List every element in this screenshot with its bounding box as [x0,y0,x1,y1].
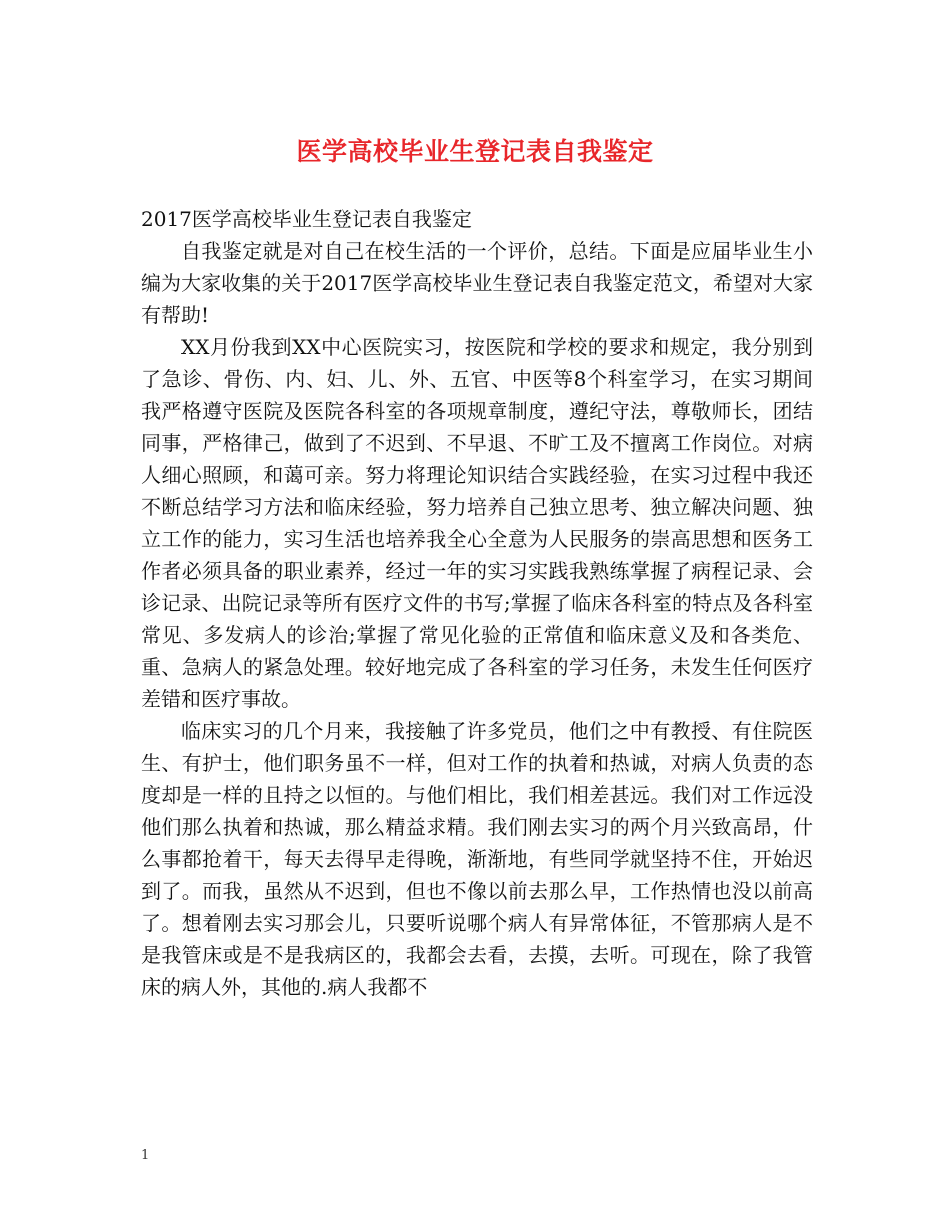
document-subtitle: 2017医学高校毕业生登记表自我鉴定 [141,207,472,231]
document-body [141,203,813,1003]
page-number: 1 [141,1148,150,1163]
paragraph-internship: XX月份我到XX中心医院实习，按医院和学校的要求和规定，我分别到了急诊、骨伤、内、妇、儿、外、五官、中医等8个科室学习，在实习期间我严格遵守医院及医院各科室的各项规章制度，遵纪守法，尊敬师长，团结同事，严格律己，做到了不迟到、不早退、不旷工及不擅离工作岗位。对病人细心照顾，和蔼可亲。努力将理论知识结合实践经验，在实习过程中我还不断总结学习方法和临床经验，努力培养自己独立思考、独立解决问题、独立工作的能力，实习生活也培养我全心全意为人民服务的崇高思想和医务工作者必须具备的职业素养，经过一年的实习实践我熟练掌握了病程记录、会诊记录、出院记录等所有医疗文件的书写;掌握了临床各科室的特点及各科室常见、多发病人的诊治;掌握了常见化验的正常值和临床意义及和各类危、重、急病人的紧急处理。较好地完成了各科室的学习任务，未发生任何医疗差错和医疗事故。 [141,335,813,711]
document-title: 医学高校毕业生登记表自我鉴定 [296,137,654,166]
paragraph-intro: 自我鉴定就是对自己在校生活的一个评价，总结。下面是应届毕业生小编为大家收集的关于2017医学高校毕业生登记表自我鉴定范文，希望对大家有帮助! [141,239,813,327]
paragraph-clinical: 临床实习的几个月来，我接触了许多党员，他们之中有教授、有住院医生、有护士，他们职务虽不一样，但对工作的执着和热诚，对病人负责的态度却是一样的且持之以恒的。与他们相比，我们相差甚远。我们对工作远没他们那么执着和热诚，那么精益求精。我们刚去实习的两个月兴致高昂，什么事都抢着干，每天去得早走得晚，渐渐地，有些同学就坚持不住，开始迟到了。而我，虽然从不迟到，但也不像以前去那么早，工作热情也没以前高了。想着刚去实习那会儿，只要听说哪个病人有异常体征，不管那病人是不是我管床或是不是我病区的，我都会去看，去摸，去听。可现在，除了我管床的病人外，其他的.病人我都不 [141,719,813,999]
